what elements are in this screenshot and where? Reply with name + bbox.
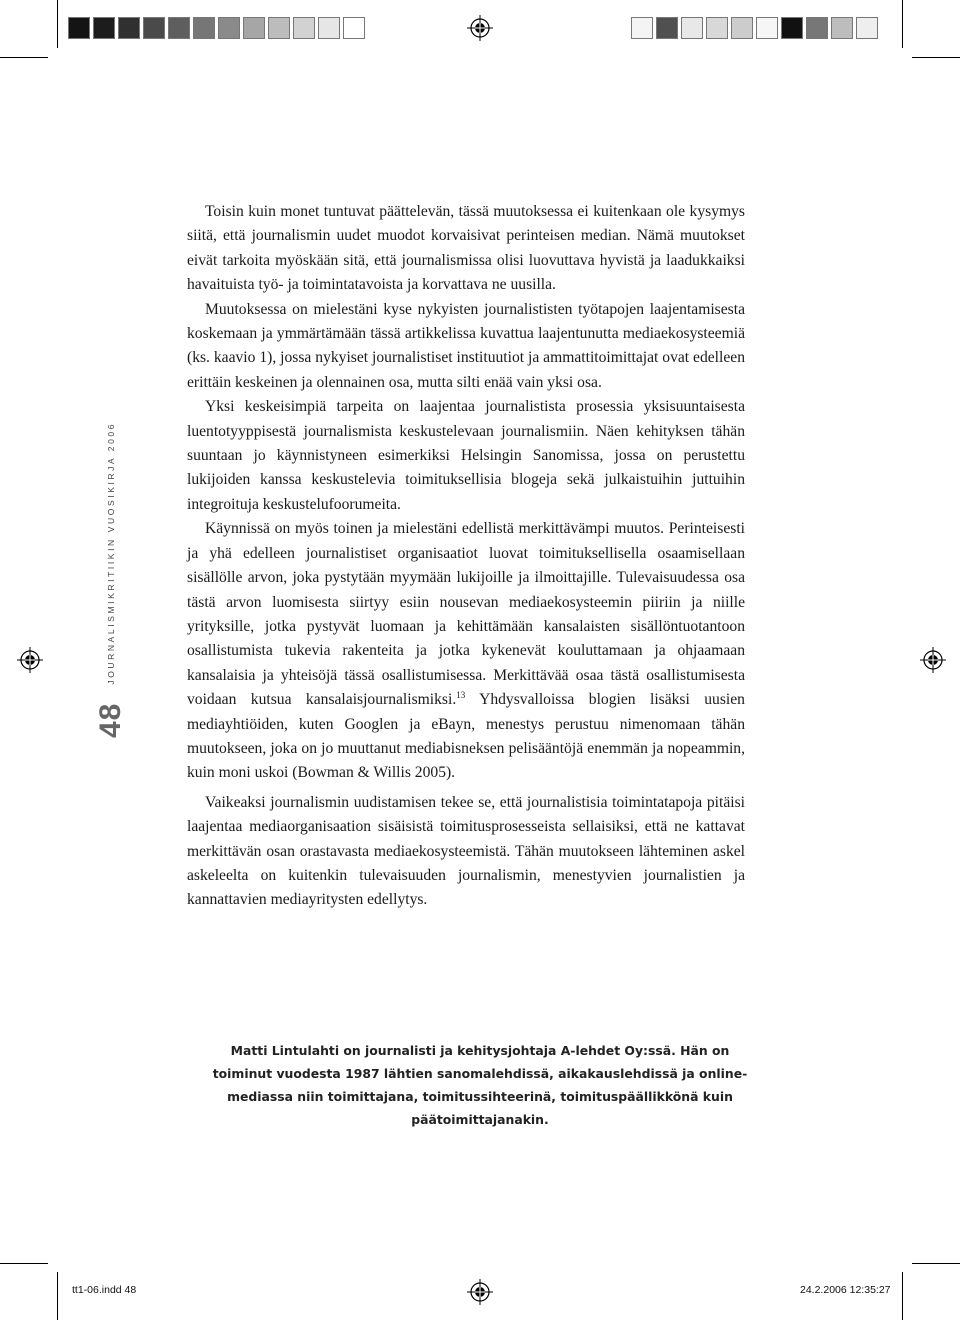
color-swatch [193,17,215,39]
color-swatch [631,17,653,39]
article-body [187,200,745,913]
running-head [94,421,127,738]
color-swatch [218,17,240,39]
crop-mark [57,1272,58,1320]
paragraph [187,517,745,785]
color-bar-left [68,17,368,39]
color-swatch [168,17,190,39]
registration-mark-icon [467,15,493,41]
slug-datetime: 24.2.2006 12:35:27 [800,1284,891,1296]
color-swatch [243,17,265,39]
paragraph: Muutoksessa on mielestäni kyse nykyisten journalististen työtapojen laajentamisesta koskemaan ja ymmärtämään tässä artikkelissa kuvattua laajentunutta mediaekosysteemiä (ks. kaavio 1), jossa nykyiset journalistiset instituutiot ja ammattitoimittajat ovat edelleen erittäin keskeinen ja olennainen osa, mutta silti enää vain yksi osa. [187,300,745,391]
paragraph-text: Yhdysvalloissa blogien lisäksi uusien mediayhtiöiden, kuten Googlen ja eBayn, menestys perustuu nimenomaan tähän muutokseen, joka on jo muuttanut mediabisneksen pelisääntöjä enemmän ja nopeammin, kuin moni uskoi (Bowman & Willis 2005). [187,691,745,782]
color-swatch [781,17,803,39]
color-swatch [806,17,828,39]
color-swatch [68,17,90,39]
crop-mark [912,1263,960,1264]
color-swatch [681,17,703,39]
color-swatch [831,17,853,39]
crop-mark [57,0,58,48]
paragraph: Yksi keskeisimpiä tarpeita on laajentaa journalistista prosessia yksisuuntaisesta luentotyyppisestä journalismista keskustelevaan journalismiin. Näen kehityksen tähän suuntaan jo käynnistyneen esimerkiksi Helsingin Sanomissa, jossa on perustettu lukijoiden kanssa keskustelevia toimituksellisia blogeja sekä julkaistuihin juttuihin integroituja keskustelufoorumeita. [187,398,745,513]
registration-mark-icon [920,647,946,673]
author-bio: Matti Lintulahti on journalisti ja kehitysjohtaja A-lehdet Oy:ssä. Hän on toiminut vuodesta 1987 lähtien sanomalehdissä, aikakauslehdissä ja online-mediassa niin toimittajana, toimitussihteerinä, toimituspäällikkönä kuin päätoimittajanakin. [212,1043,748,1127]
paragraph: Toisin kuin monet tuntuvat päättelevän, tässä muutoksessa ei kuitenkaan ole kysymys siitä, että journalismin uudet muodot korvaisivat perinteisen median. Nämä muutokset eivät tarkoita myöskään sitä, että journalismissa olisi luovuttava hyvistä ja laadukkaiksi havaituista työ- ja toimintatavoista ja korvattava ne uusilla. [187,203,745,294]
color-swatch [756,17,778,39]
publication-title: JOURNALISMIKRITIIKIN VUOSIKIRJA 2006 [106,421,116,685]
color-swatch [293,17,315,39]
color-bar-right [631,17,881,39]
crop-mark [0,57,48,58]
color-swatch [343,17,365,39]
color-swatch [731,17,753,39]
crop-mark [902,1272,903,1320]
page-number: 48 [94,702,127,738]
color-swatch [118,17,140,39]
color-swatch [268,17,290,39]
color-swatch [143,17,165,39]
crop-mark [0,1263,48,1264]
color-swatch [318,17,340,39]
footnote-marker: 13 [456,689,466,700]
color-swatch [856,17,878,39]
color-swatch [706,17,728,39]
crop-mark [912,57,960,58]
registration-mark-icon [467,1279,493,1305]
crop-mark [902,0,903,48]
color-swatch [93,17,115,39]
slug-filename: tt1-06.indd 48 [72,1284,137,1296]
paragraph: Vaikeaksi journalismin uudistamisen tekee se, että journalistisia toimintatapoja pitäisi laajentaa mediaorganisaation sisäisistä toimitusprosesseista sellaisiksi, että ne kattavat merkittävän osan orastavasta mediaekosysteemistä. Tähän muutokseen lähteminen askel askeleelta on kuitenkin tulevaisuuden journalismin, menestyvien journalistien ja kannattavien mediayritysten edellytys. [187,793,745,909]
color-swatch [656,17,678,39]
registration-mark-icon [17,647,43,673]
paragraph-text: Käynnissä on myös toinen ja mielestäni edellistä merkittävämpi muutos. Perinteisesti ja yhä edelleen journalistiset organisaatiot luovat toimituksellisella osaamisellaan sisällölle arvon, joka pystytään myymään lukijoille ja ilmoittajille. Tulevaisuudessa osa tästä arvon luomisesta siirtyy esiin nousevan mediaekosysteemin piiriin ja niille yrityksille, jotka pystyvät luomaan ja kehittämään kansalaisten sisällöntuotantoon osallistumista tukevia rakenteita ja jotka kykenevät kouluttamaan ja ohjaamaan kansalaisia ja yhteisöjä tässä osallistumisessa. Merkittävää osaa tästä osallistumisesta voidaan kutsua kansalaisjournalismiksi. [187,520,745,709]
